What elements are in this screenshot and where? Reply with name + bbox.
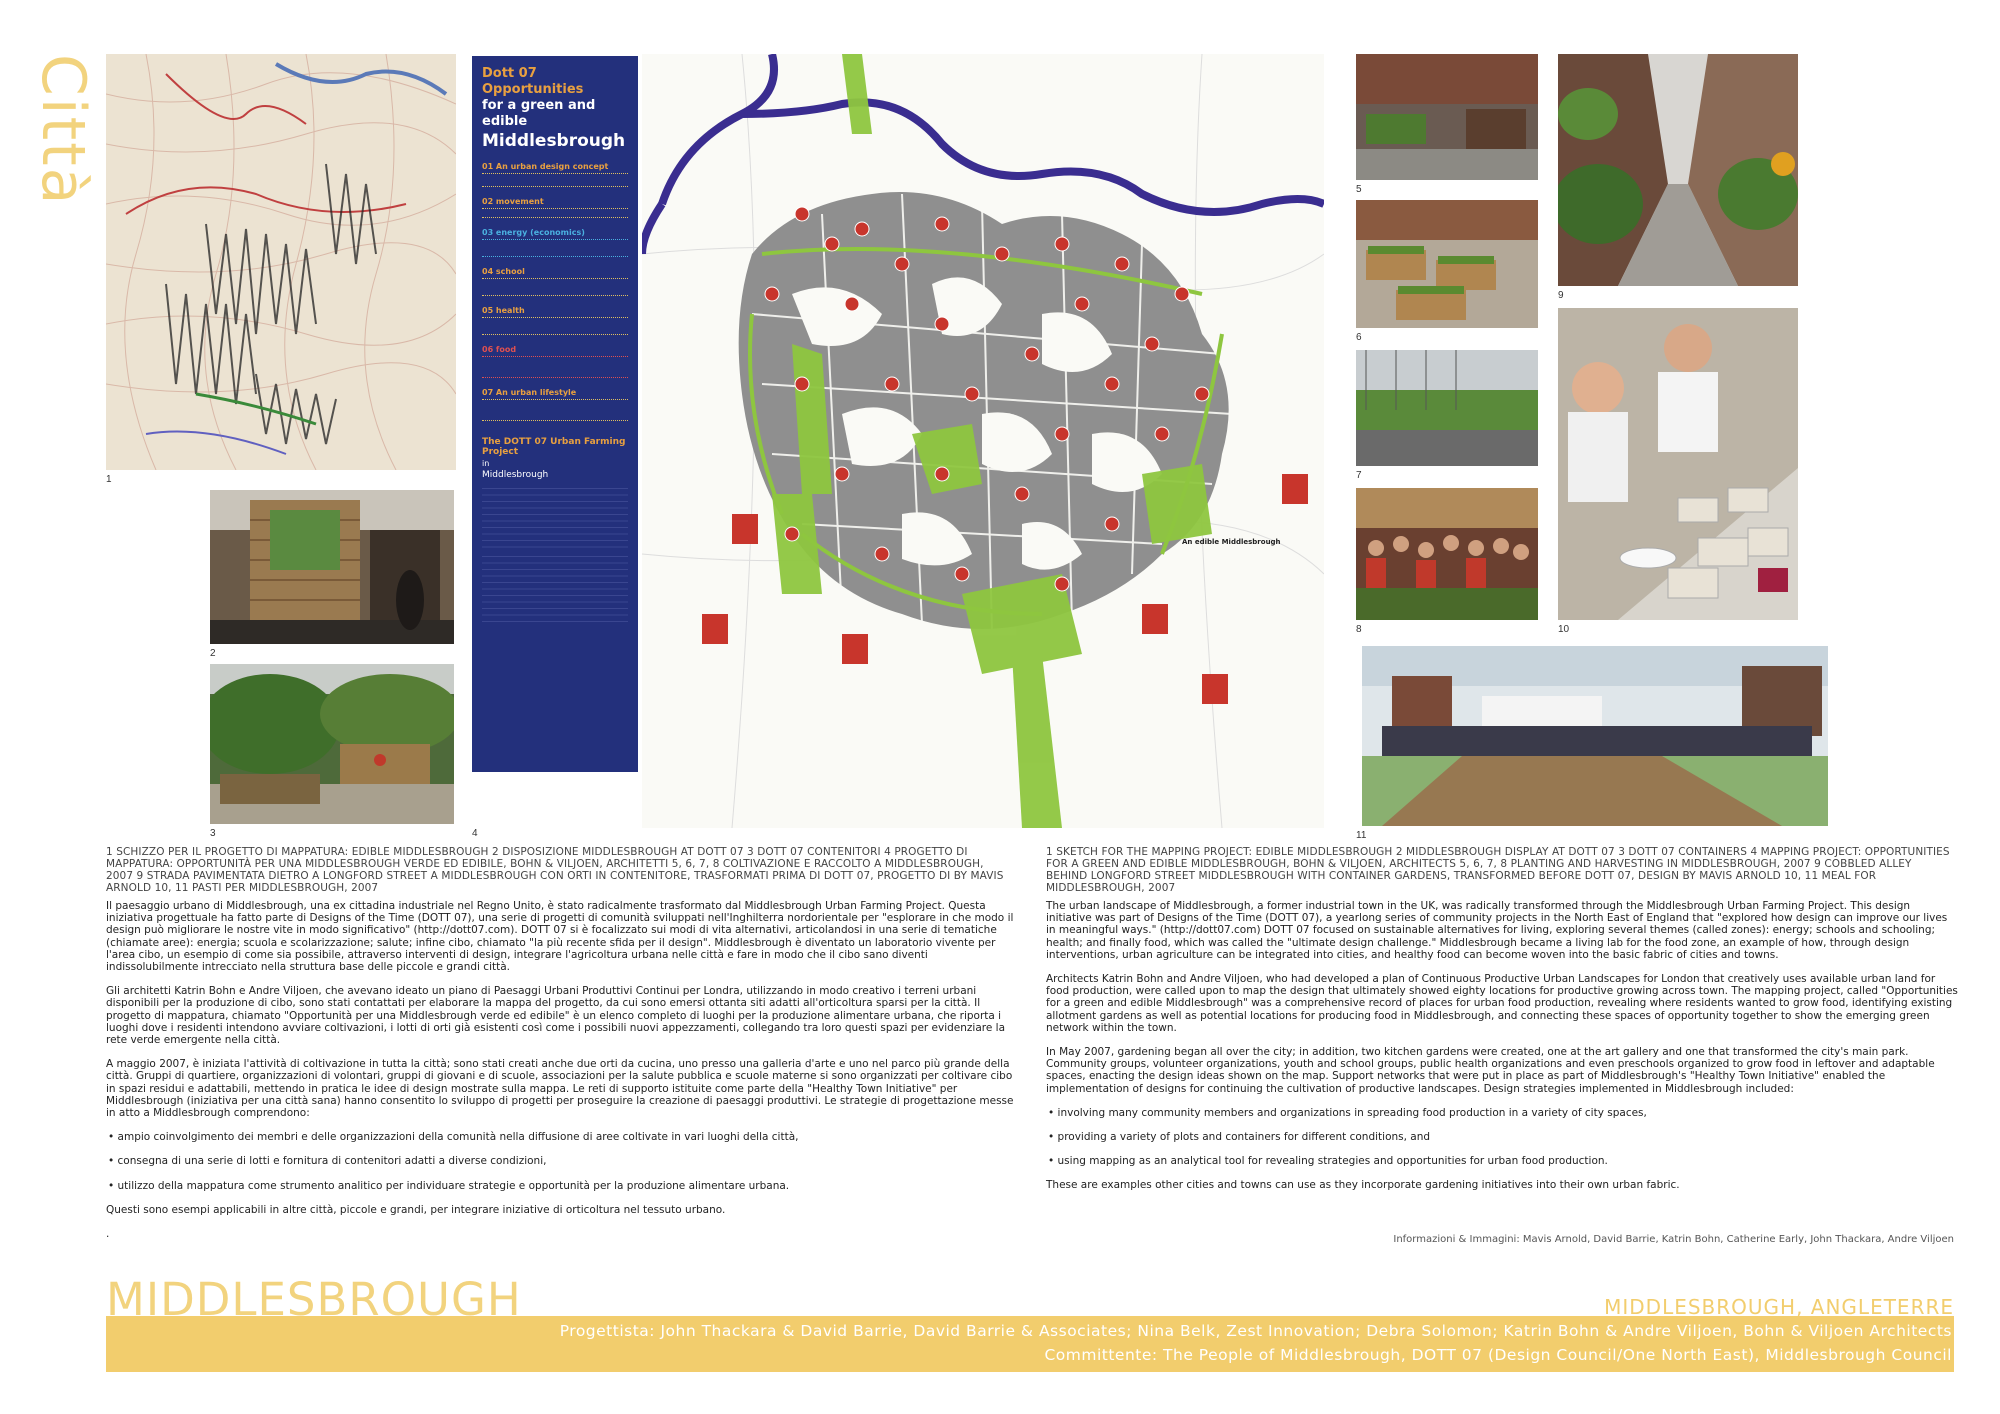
panel-section-text — [482, 208, 628, 218]
edible-middlesbrough-map — [642, 54, 1324, 828]
paragraph: Il paesaggio urbano di Middlesbrough, una ex cittadina industriale nel Regno Unito, è stato radicalmente trasformato dal Middlesbrough Urban Farming Project. Questa iniziativa progettuale ha fatto parte di Designs of the Time (DOTT 07), una serie di progetti di comunità sviluppati nell'Inghilterra nordorientale per "esplorare in che modo il design può migliorare le nostre vite in modo significativo" (http://dott07.com). DOTT 07 si è focalizzato sui modi di vita alternativi, articolandosi in una serie di tematiche (chiamate aree): energia; scuola e scolarizzazione; salute; infine cibo, chiamato "la più recente sfida per il design". Middlesbrough è diventato un laboratorio vivente per l'area cibo, un esempio di come sia possibile, attraverso interventi di design, integrare l'agricoltura urbana nelle città e fare in modo che il cibo sano diventi indissolubilmente intrecciato nella struttura base delle piccole e grandi città. — [106, 900, 1014, 974]
image-number: 9 — [1558, 290, 1564, 301]
map-label: An edible Middlesbrough — [1182, 538, 1281, 546]
body-text-english — [1046, 900, 1958, 1204]
list-item: • involving many community members and organizations in spreading food production in a variety of city spaces, — [1048, 1106, 1647, 1119]
image-number: 7 — [1356, 470, 1362, 481]
community-group-photo — [1356, 488, 1538, 620]
caption-english: 1 SKETCH FOR THE MAPPING PROJECT: EDIBLE MIDDLESBROUGH 2 MIDDLESBROUGH DISPLAY AT DOTT 07 3 DOTT 07 CONTAINERS 4 MAPPING PROJECT: OPPORTUNITIES FOR A GREEN AND EDIBLE MIDDLESBROUGH, BOHN & VILJOEN, ARCHITECTS 5, 6, 7, 8 PLANTING AND HARVESTING IN MIDDLESBROUGH, 2007 9 COBBLED ALLEY BEHIND LONGFORD STREET MIDDLESBROUGH WITH CONTAINER GARDENS, TRANSFORMED BEFORE DOTT 07, DESIGN BY MAVIS ARNOLD 10, 11 MEAL FOR MIDDLESBROUGH, 2007 — [1046, 846, 1950, 894]
body-text-italian — [106, 900, 1022, 1252]
image-number: 3 — [210, 828, 216, 839]
paragraph: A maggio 2007, è iniziata l'attività di coltivazione in tutta la città; sono stati creati anche due orti da cucina, uno presso una galleria d'arte e uno nel parco più grande della città. Gruppi di quartiere, organizzazioni di volontari, gruppi di giovani e di scuole, associazioni per la salute pubblica e scuole materne si sono organizzati per coltivare cibo in spazi residui e adattabili, mettendo in pratica le idee di design mostrate sulla mappa. Le reti di supporto istituite come parte della "Healthy Town Initiative" per Middlesbrough (iniziativa per una città sana) hanno consentito lo sviluppo di progetti per proseguire la creazione di paesaggi produttivi. Le strategie di progettazione messe in atto a Middlesbrough comprendono: — [106, 1058, 1014, 1120]
paragraph: In May 2007, gardening began all over the city; in addition, two kitchen gardens were created, one at the art gallery and one that transformed the city's main park. Community groups, volunteer organizations, youth and school groups, public health organizations and even preschools organized to grow food in leftover and adaptable spaces, enacting the design ideas shown on the map. Support networks that were put in place as part of Middlesbrough's "Healthy Town Initiative" enabled the implementation of designs for continuing the cultivation of productive landscapes. Design strategies implemented in Middlesbrough included: — [1046, 1046, 1935, 1095]
panel-section-text — [482, 278, 628, 296]
list-item: • ampio coinvolgimento dei membri e delle organizzazioni della comunità nella diffusione di aree coltivate in vari luoghi della città, — [108, 1131, 799, 1144]
client-credit: Committente: The People of Middlesbrough, DOTT 07 (Design Council/One North East), Middlesbrough Council — [1044, 1346, 1952, 1364]
panel-subtitle: for a green and edible — [482, 98, 596, 129]
designer-credit: Progettista: John Thackara & David Barrie, David Barrie & Associates; Nina Belk, Zest Innovation; Debra Solomon; Katrin Bohn & Andre Viljoen, Bohn & Viljoen Architects — [559, 1322, 1952, 1340]
meal-photo — [1558, 308, 1798, 620]
paragraph: Questi sono esempi applicabili in altre città, piccole e grandi, per integrare iniziative di orticoltura nel tessuto urbano. — [106, 1203, 726, 1216]
containers-photo — [210, 664, 454, 824]
panel-section-heading: 02 movement — [482, 197, 544, 206]
opportunities-panel — [472, 56, 638, 772]
project-location: MIDDLESBROUGH, ANGLETERRE — [1604, 1295, 1954, 1319]
list-item: • consegna di una serie di lotti e fornitura di contenitori adatti a diverse condizioni, — [108, 1155, 547, 1168]
panel-section-text — [482, 173, 628, 187]
paragraph: Architects Katrin Bohn and Andre Viljoen, who had developed a plan of Continuous Productive Urban Landscapes for London that creatively uses available urban land for food production, were called upon to map the design that ultimately showed eighty locations for productive growing across town. The mapping project, called "Opportunities for a green and edible Middlesbrough" was a comprehensive record of places for urban food production, revealing where residents wanted to grow food, identifying existing allotment gardens as well as potential locations for producing food in Middlesbrough, and connecting these spaces of opportunity together to show the emerging green network within the town. — [1046, 973, 1958, 1034]
paragraph: These are examples other cities and towns can use as they incorporate gardening initiatives into their own urban fabric. — [1046, 1179, 1680, 1192]
image-number: 4 — [472, 828, 478, 839]
list-item: • using mapping as an analytical tool for revealing strategies and opportunities for urban food production. — [1048, 1155, 1608, 1168]
image-number: 6 — [1356, 332, 1362, 343]
paragraph: . — [106, 1228, 110, 1241]
panel-section-heading: 06 food — [482, 345, 517, 354]
panel-section-heading: 05 health — [482, 306, 525, 315]
image-number: 8 — [1356, 624, 1362, 635]
panel-section-text — [482, 356, 628, 378]
panel-body-text — [482, 488, 628, 624]
caption-italian: 1 SCHIZZO PER IL PROGETTO DI MAPPATURA: EDIBLE MIDDLESBROUGH 2 DISPOSIZIONE MIDDLESBROUGH AT DOTT 07 3 DOTT 07 CONTENITORI 4 PROGETTO DI MAPPATURA: OPPORTUNITÀ PER UNA MIDDLESBROUGH VERDE ED EDIBILE, BOHN & VILJOEN, ARCHITETTI 5, 6, 7, 8 COLTIVAZIONE E RACCOLTO A MIDDLESBROUGH, 2007 9 STRADA PAVIMENTATA DIETRO A LONGFORD STREET A MIDDLESBROUGH CON ORTI IN CONTENITORE, TRASFORMATI PRIMA DI DOTT 07, PROGETTO DI BY MAVIS ARNOLD 10, 11 PASTI PER MIDDLESBROUGH, 2007 — [106, 846, 1004, 894]
panel-section-text — [482, 239, 628, 257]
allotment-photo — [1356, 350, 1538, 466]
panel-section-heading: 07 An urban lifestyle — [482, 388, 577, 397]
container-garden-photo — [1356, 200, 1538, 328]
strategy-list — [1046, 1107, 1958, 1168]
vertical-section-title: Città — [28, 54, 98, 207]
image-number: 10 — [1558, 624, 1570, 635]
image-number: 5 — [1356, 184, 1362, 195]
panel-section-text — [482, 399, 628, 421]
panel-project-in: in — [482, 459, 490, 468]
image-number: 11 — [1356, 830, 1367, 841]
panel-section-heading: 04 school — [482, 267, 525, 276]
panel-section-heading: 03 energy (economics) — [482, 228, 585, 237]
cobbled-alley-photo — [1558, 54, 1798, 286]
project-title: MIDDLESBROUGH — [106, 1273, 522, 1326]
list-item: • providing a variety of plots and containers for different conditions, and — [1048, 1131, 1431, 1144]
list-item: • utilizzo della mappatura come strumento analitico per individuare strategie e opportunità per la produzione alimentare urbana. — [108, 1179, 790, 1192]
panel-city: Middlesbrough — [482, 131, 626, 151]
strategy-list — [106, 1131, 1022, 1192]
display-photo — [210, 490, 454, 644]
panel-title: Dott 07 Opportunities — [482, 66, 584, 97]
sketch-map-image — [106, 54, 456, 470]
panel-section-text — [482, 317, 628, 335]
panel-section-heading: 01 An urban design concept — [482, 162, 609, 171]
panel-project-title: The DOTT 07 Urban Farming Project — [482, 437, 626, 457]
planting-photo — [1356, 54, 1538, 180]
image-number: 2 — [210, 648, 216, 659]
panel-project-place: Middlesbrough — [482, 470, 549, 480]
paragraph: Gli architetti Katrin Bohn e Andre Viljoen, che avevano ideato un piano di Paesaggi Urbani Produttivi Continui per Londra, utilizzando in modo creativo i terreni urbani disponibili per la produzione di cibo, sono stati contattati per elaborare la mappa del progetto, da cui sono emersi ottanta siti adatti all'orticoltura sparsi per la città. Il progetto di mappatura, chiamato "Opportunità per una Middlesbrough verde ed edibile" è un elenco completo di luoghi per la produzione alimentare urbana, che riporta i luoghi dove i residenti intendono avviare coltivazioni, i lotti di orti già esistenti così come i possibili nuovi appezzamenti, collegando tra loro questi spazi per evidenziare la rete verde emergente nella città. — [106, 985, 1006, 1047]
image-credits: Informazioni & Immagini: Mavis Arnold, David Barrie, Katrin Bohn, Catherine Early, John Thackara, Andre Viljoen — [1393, 1234, 1954, 1245]
meal-panorama-photo — [1362, 646, 1828, 826]
paragraph: The urban landscape of Middlesbrough, a former industrial town in the UK, was radically transformed through the Middlesbrough Urban Farming Project. This design initiative was part of Designs of the Time (DOTT 07), a yearlong series of community projects in the North East of England that "explored how design can improve our lives in meaningful ways." (http://dott07.com) DOTT 07 focused on sustainable alternatives for living, exploring several themes (called zones): energy; schools and schooling; health; and finally food, which was called the "ultimate design challenge." Middlesbrough became a living lab for the food zone, an example of how, through design interventions, urban agriculture can be integrated into cities, and healthy food can become woven into the basic fabric of cities and towns. — [1046, 900, 1948, 961]
image-number: 1 — [106, 474, 112, 485]
